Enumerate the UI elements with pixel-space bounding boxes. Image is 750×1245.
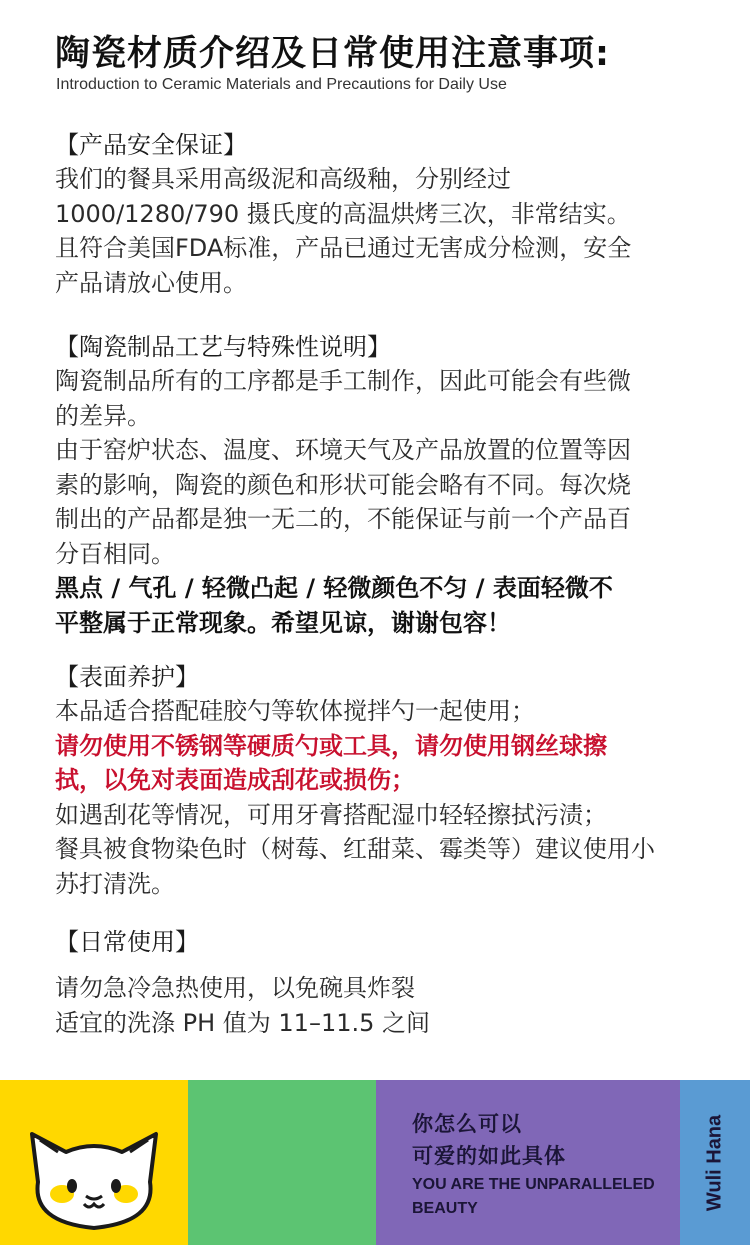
paragraph-line: 产品请放心使用。 xyxy=(55,268,247,297)
slogan-cn-line-2: 可爱的如此具体 xyxy=(412,1144,566,1168)
paragraph-line: 制出的产品都是独一无二的，不能保证与前一个产品百 xyxy=(55,505,631,533)
section-heading: 【陶瓷制品工艺与特殊性说明】 xyxy=(55,333,391,361)
slogan-en-line-2: BEAUTY xyxy=(412,1200,478,1217)
paragraph-line: 的差异。 xyxy=(55,401,151,430)
paragraph-line: 适宜的洗涤 PH 值为 11–11.5 之间 xyxy=(55,1008,431,1037)
section-heading: 【表面养护】 xyxy=(55,663,199,691)
paragraph-line: 由于窑炉状态、温度、环境天气及产品放置的位置等因 xyxy=(55,436,631,464)
yellow-panel xyxy=(0,1080,188,1245)
section-craft xyxy=(55,330,715,640)
warning-line: 拭，以免对表面造成刮花或损伤； xyxy=(55,766,415,794)
paragraph-line: 素的影响，陶瓷的颜色和形状可能会略有不同。每次烧 xyxy=(55,470,631,499)
paragraph-line: 苏打清洗。 xyxy=(55,869,175,898)
paragraph-line: 陶瓷制品所有的工序都是手工制作，因此可能会有些微 xyxy=(55,367,631,395)
section-heading: 【日常使用】 xyxy=(55,928,199,956)
paragraph-line: 且符合美国FDA标准，产品已通过无害成分检测，安全 xyxy=(55,234,632,262)
bold-line: 黑点 / 气孔 / 轻微凸起 / 轻微颜色不匀 / 表面轻微不 xyxy=(55,574,613,602)
brand-name: Wuli Hana xyxy=(703,1114,726,1211)
slogan-cn-line-1: 你怎么可以 xyxy=(412,1112,522,1136)
page-title: 陶瓷材质介绍及日常使用注意事项: xyxy=(55,34,610,74)
paragraph-line: 如遇刮花等情况，可用牙膏搭配湿巾轻轻擦拭污渍； xyxy=(55,800,607,829)
paragraph-line: 本品适合搭配硅胶勺等软体搅拌勺一起使用； xyxy=(55,697,535,725)
section-surface-care xyxy=(55,660,715,901)
paragraph-line: 我们的餐具采用高级泥和高级釉，分别经过 xyxy=(55,165,511,193)
warning-line: 请勿使用不锈钢等硬质勺或工具，请勿使用钢丝球擦 xyxy=(55,731,607,760)
page-subtitle: Introduction to Ceramic Materials and Precautions for Daily Use xyxy=(56,76,507,93)
section-daily-use xyxy=(55,925,715,1040)
paragraph-line: 分百相同。 xyxy=(55,539,175,568)
paragraph-line: 餐具被食物染色时（树莓、红甜菜、霉类等）建议使用小 xyxy=(55,835,655,863)
section-safety xyxy=(55,128,715,300)
footer-banner xyxy=(0,1080,750,1245)
green-panel xyxy=(188,1080,376,1245)
paragraph-line: 请勿急冷急热使用，以免碗具炸裂 xyxy=(55,974,415,1002)
slogan-en-line-1: YOU ARE THE UNPARALLELED xyxy=(412,1176,655,1193)
bold-line: 平整属于正常现象。希望见谅，谢谢包容！ xyxy=(55,608,511,637)
paragraph-line: 1000/1280/790 摄氏度的高温烘烤三次，非常结实。 xyxy=(55,199,631,228)
brand-logo xyxy=(680,1080,750,1245)
white-cat-face-icon xyxy=(28,1122,160,1232)
section-heading: 【产品安全保证】 xyxy=(55,131,247,159)
